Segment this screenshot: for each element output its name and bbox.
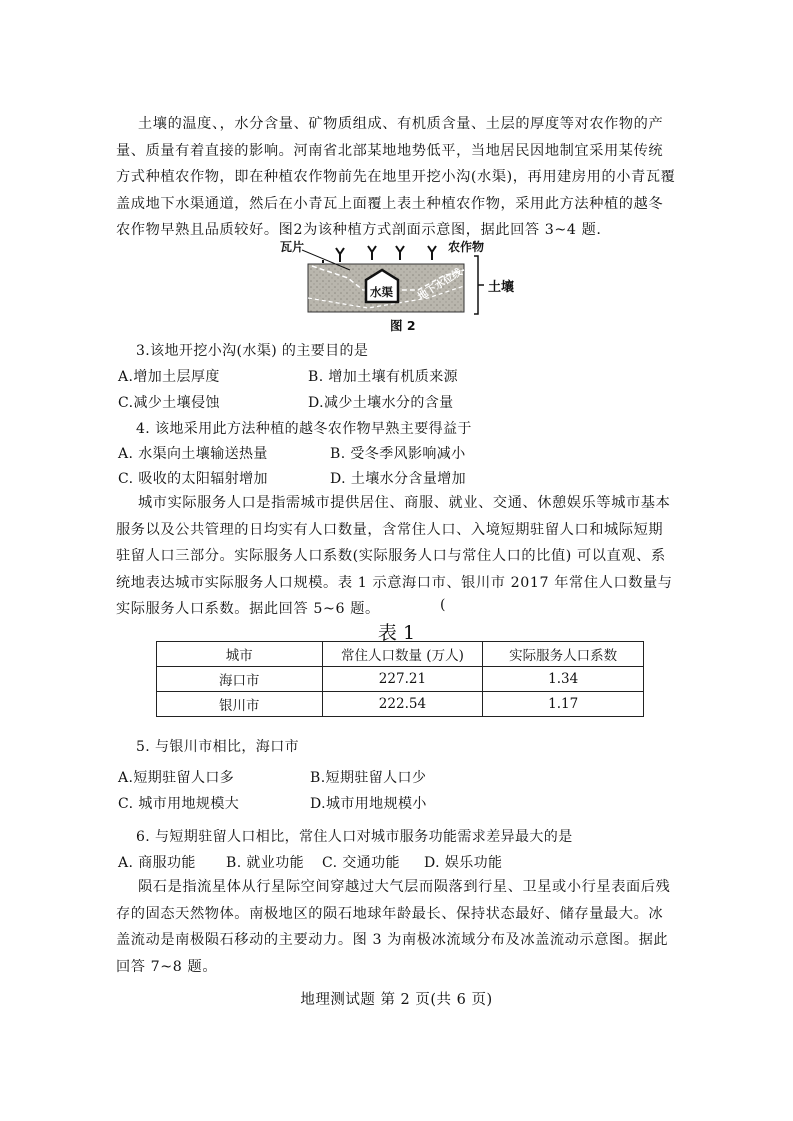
q6-option-a: A. 商服功能 xyxy=(118,855,196,871)
soil-bracket xyxy=(474,256,478,314)
table-header-row xyxy=(157,642,644,667)
intro-paragraph-5-6 xyxy=(116,490,676,623)
q3-option-a: A.增加土层厚度 xyxy=(118,369,220,385)
table-header-population: 常住人口数量 (万人) xyxy=(322,642,483,667)
q4-stem: 4. 该地采用此方法种植的越冬农作物早熟主要得益于 xyxy=(136,421,472,437)
table-cell: 1.17 xyxy=(483,692,644,717)
intro-paragraph-7-8 xyxy=(116,874,676,980)
label-crops: 农作物 xyxy=(448,240,485,254)
q6-option-d: D. 娱乐功能 xyxy=(424,855,503,871)
q5-option-c: C. 城市用地规模大 xyxy=(118,796,240,812)
stray-parenthesis: ( xyxy=(440,597,446,613)
q3-stem: 3.该地开挖小沟(水渠) 的主要目的是 xyxy=(136,343,369,359)
label-water-channel: 水渠 xyxy=(370,285,393,299)
label-water-table: 地下水位线 xyxy=(416,266,465,303)
q5-option-d: D.城市用地规模小 xyxy=(310,796,427,812)
q6-stem: 6. 与短期驻留人口相比，常住人口对城市服务功能需求差异最大的是 xyxy=(136,829,573,845)
intro-text-3-4: 土壤的温度、，水分含量、矿物质组成、有机质含量、土层的厚度等对农作物的产量、质量有着直接的影响。河南省北部某地地势低平，当地居民因地制宜采用某传统方式种植农作物，即在种植农作物前先在地里开挖小沟(水渠)，再用建房用的小青瓦覆盖成地下水渠通道，然后在小青瓦上面覆上表土种植农作物，采用此方法种植的越冬农作物早熟且品质较好。图2为该种植方式剖面示意图，据此回答 3~4 题. xyxy=(116,116,676,238)
table-cell: 海口市 xyxy=(157,667,323,692)
table-header-coefficient: 实际服务人口系数 xyxy=(483,642,644,667)
q3-option-c: C.减少土壤侵蚀 xyxy=(118,395,220,411)
table-cell: 222.54 xyxy=(322,692,483,717)
intro-text-5-6: 城市实际服务人口是指需城市提供居住、商服、就业、交通、休憩娱乐等城市基本服务以及公共管理的日均实有人口数量，含常住人口、入境短期驻留人口和城际短期驻留人口三部分。实际服务人口系数(实际服务人口与常住人口的比值) 可以直观、系统地表达城市实际服务人口规模。表 1 示意海口市、银川市 2017 年常住人口数量与实际服务人口系数。据此回答 5~6 题。 xyxy=(116,495,673,617)
q6-option-c: C. 交通功能 xyxy=(322,855,400,871)
crop-icons xyxy=(323,246,436,263)
q5-option-a: A.短期驻留人口多 xyxy=(118,770,235,786)
q4-option-a: A. 水渠向土壤输送热量 xyxy=(118,446,268,462)
q6-option-b: B. 就业功能 xyxy=(226,855,304,871)
figure-2-caption: 图 2 xyxy=(390,318,416,333)
q5-stem: 5. 与银川市相比，海口市 xyxy=(136,739,300,755)
q4-option-d: D. 土壤水分含量增加 xyxy=(330,471,467,487)
intro-paragraph-3-4 xyxy=(116,111,676,244)
q4-option-b: B. 受冬季风影响减小 xyxy=(330,446,466,462)
q3-option-b: B. 增加土壤有机质来源 xyxy=(308,369,458,385)
table-1 xyxy=(156,641,644,717)
q3-option-d: D.减少土壤水分的含量 xyxy=(308,395,454,411)
table-row xyxy=(157,667,644,692)
table-cell: 227.21 xyxy=(322,667,483,692)
table-cell: 1.34 xyxy=(483,667,644,692)
label-tile: 瓦片 xyxy=(280,240,305,254)
table-header-city: 城市 xyxy=(157,642,323,667)
q5-option-b: B.短期驻留人口少 xyxy=(310,770,427,786)
figure-2-cross-section xyxy=(268,238,528,338)
table-cell: 银川市 xyxy=(157,692,323,717)
label-soil: 土壤 xyxy=(488,280,515,295)
table-row xyxy=(157,692,644,717)
page-footer: 地理测试题 第 2 页(共 6 页) xyxy=(300,992,493,1008)
intro-text-7-8: 陨石是指流星体从行星际空间穿越过大气层而陨落到行星、卫星或小行星表面后残存的固态天然物体。南极地区的陨石地球年龄最长、保持状态最好、储存量最大。冰盖流动是南极陨石移动的主要动力。图 3 为南极冰流域分布及冰盖流动示意图。据此回答 7~8 题。 xyxy=(116,879,671,975)
table-1-caption: 表 1 xyxy=(377,622,416,644)
q4-option-c: C. 吸收的太阳辐射增加 xyxy=(118,471,268,487)
